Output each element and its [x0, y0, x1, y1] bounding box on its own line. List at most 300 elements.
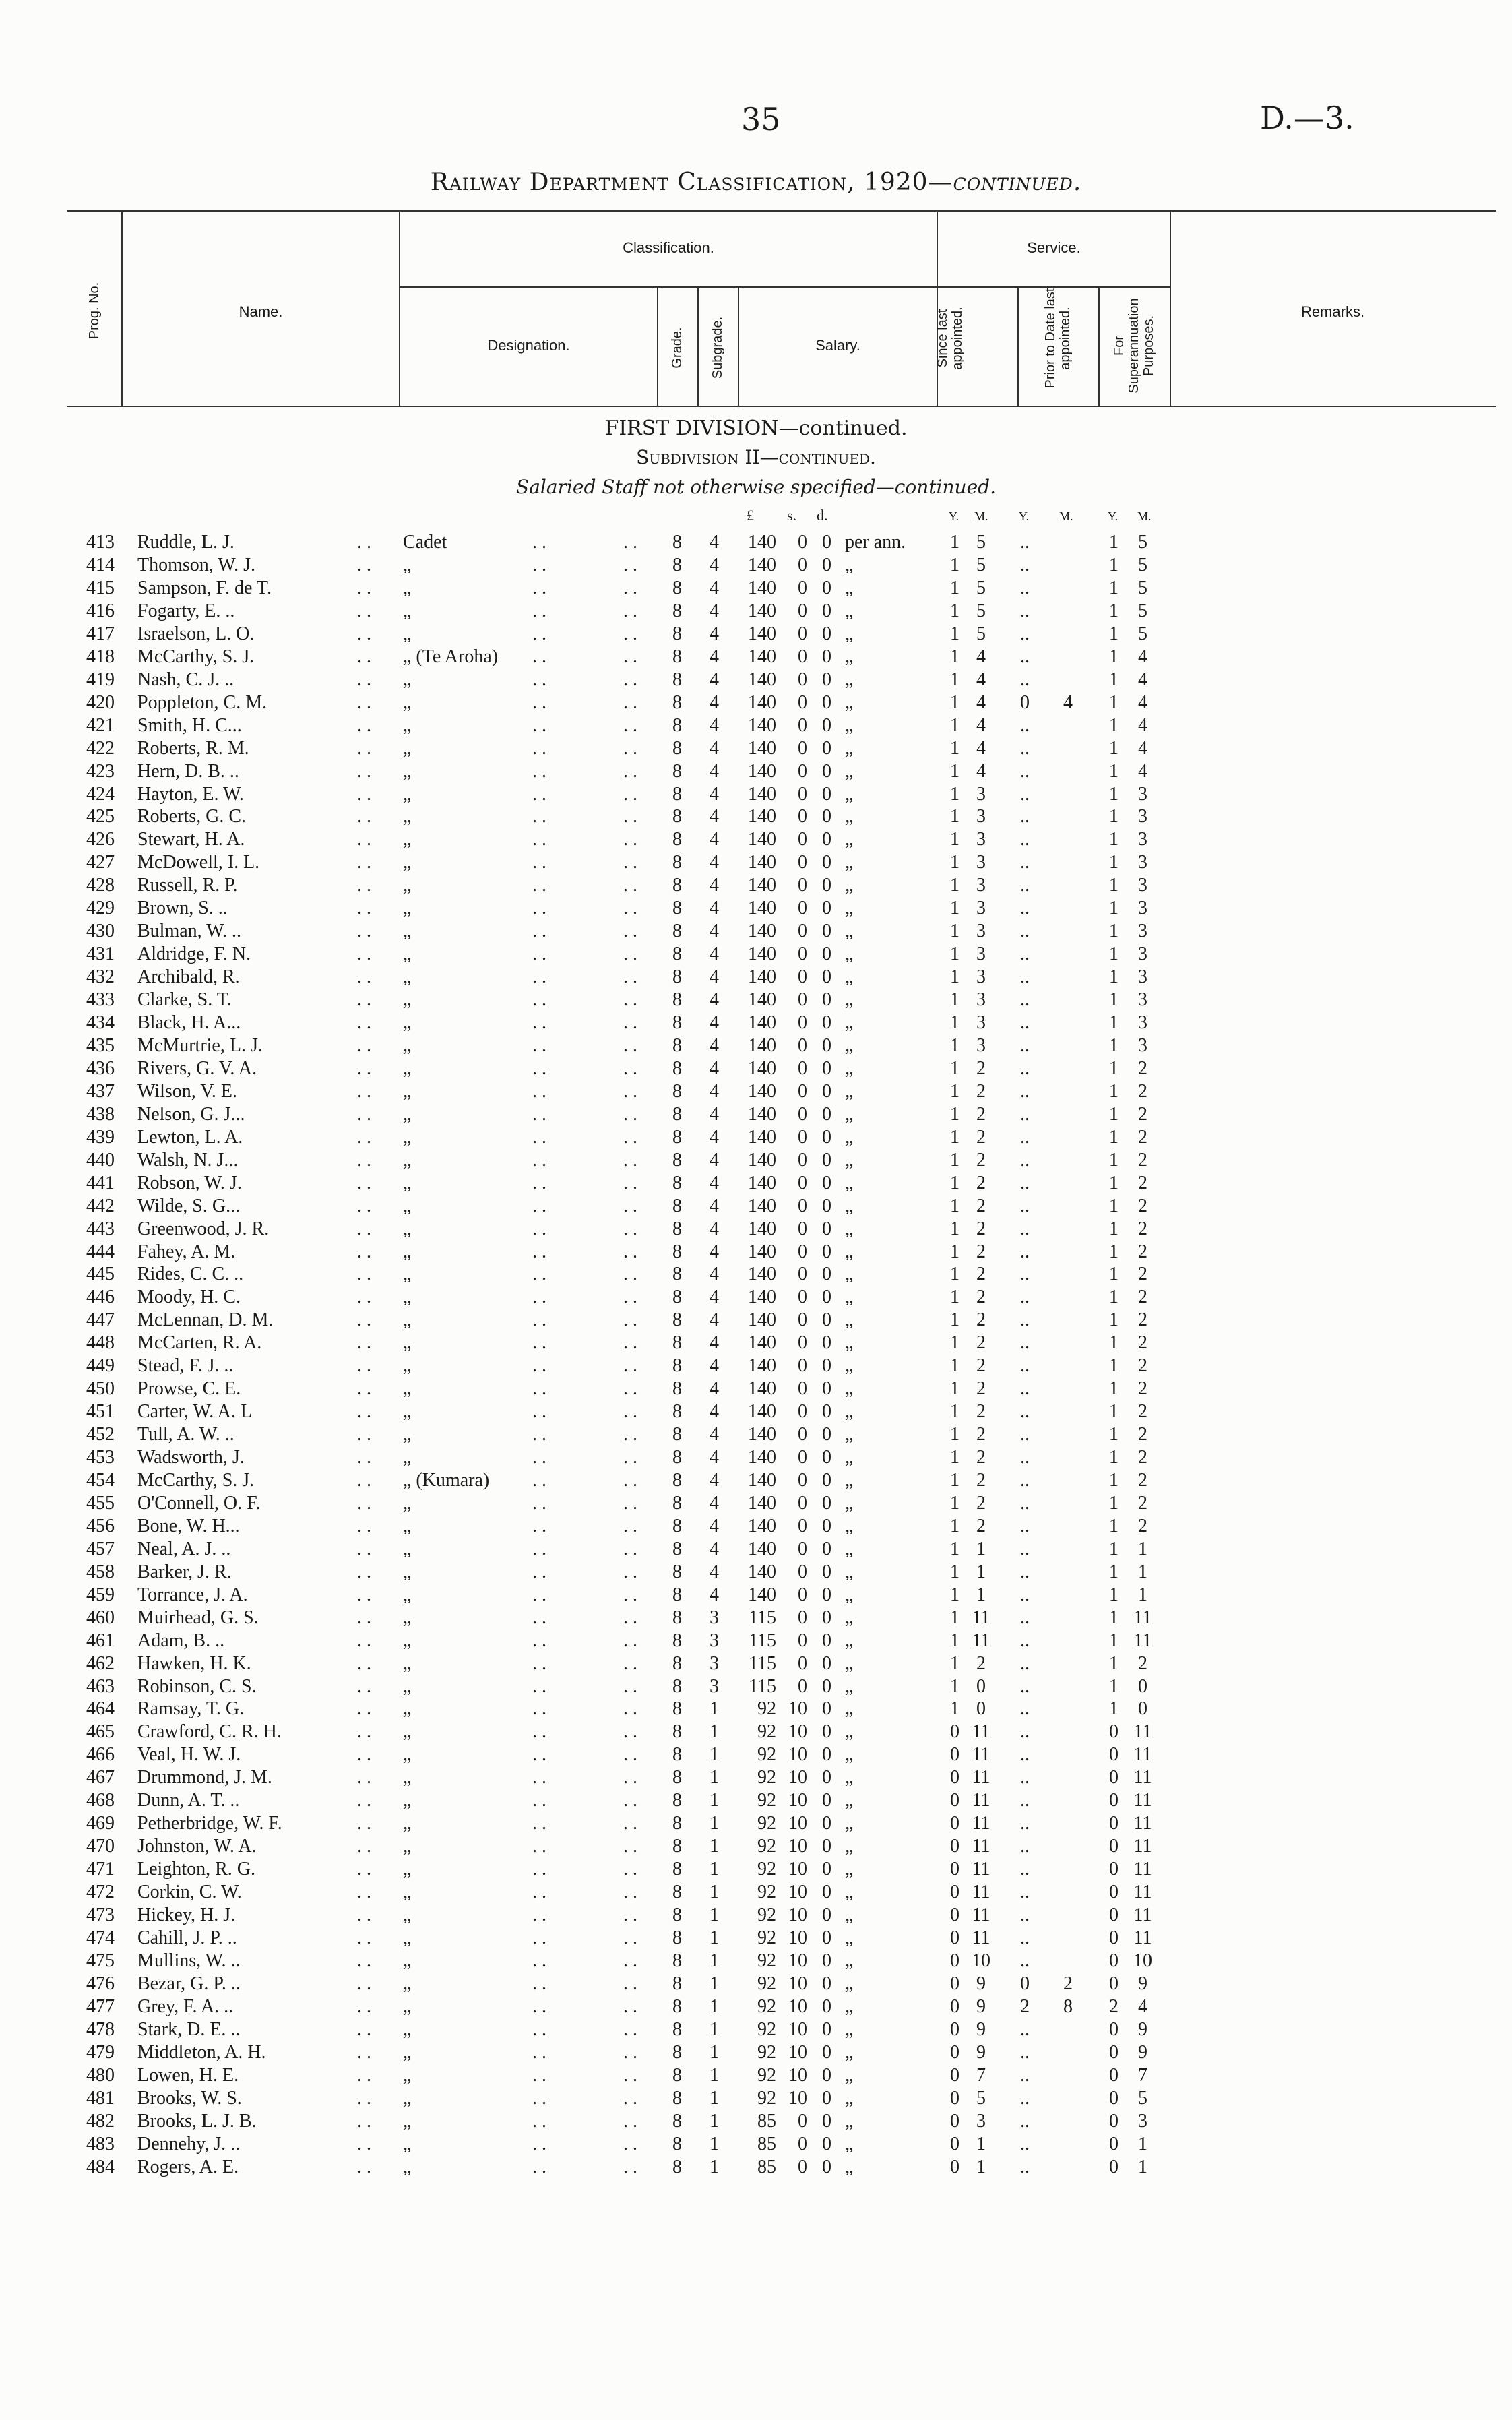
dot-leader: . .	[532, 1401, 546, 1423]
grade: 8	[672, 2133, 682, 2154]
super-years: 1	[1109, 1675, 1119, 1697]
salary-shillings: 0	[798, 966, 807, 988]
designation: „	[403, 2018, 412, 2040]
since-last-months: 9	[976, 2041, 986, 2063]
staff-name: Robson, W. J.	[137, 1172, 242, 1193]
dot-leader: . .	[623, 669, 637, 690]
super-years: 1	[1109, 555, 1119, 576]
salary-shillings: 0	[798, 829, 807, 850]
prior-years: ..	[1020, 1103, 1030, 1125]
dot-leader: . .	[532, 1355, 546, 1377]
table-row	[0, 1859, 1512, 1882]
prior-years: ..	[1020, 1241, 1030, 1262]
prog-no: 443	[86, 1218, 115, 1239]
prog-no: 437	[86, 1080, 115, 1102]
since-last-years: 1	[950, 1698, 959, 1720]
subgrade: 1	[710, 1744, 719, 1766]
dot-leader: . .	[532, 1927, 546, 1948]
dot-leader: . .	[357, 1927, 371, 1948]
prog-no: 469	[86, 1813, 115, 1834]
super-months: 1	[1138, 2133, 1147, 2154]
dot-leader: . .	[623, 1034, 637, 1056]
super-years: 0	[1109, 2041, 1119, 2063]
dot-leader: . .	[532, 1698, 546, 1720]
super-years: 1	[1109, 1652, 1119, 1674]
salary-pence: 0	[822, 1195, 831, 1216]
dot-leader: . .	[357, 1424, 371, 1446]
subgrade: 3	[710, 1675, 719, 1697]
salary-pence: 0	[822, 1515, 831, 1537]
salary-pounds: 92	[757, 2018, 776, 2040]
super-years: 1	[1109, 1469, 1119, 1491]
since-last-years: 1	[950, 943, 959, 965]
salary-period: „	[845, 1172, 854, 1193]
salary-period: „	[845, 875, 854, 896]
salary-pence: 0	[822, 691, 831, 713]
table-row	[0, 578, 1512, 600]
super-years: 1	[1109, 1607, 1119, 1628]
prog-no: 422	[86, 737, 115, 759]
designation: „	[403, 669, 412, 690]
table-row	[0, 1516, 1512, 1539]
dot-leader: . .	[532, 1012, 546, 1033]
salary-period: „	[845, 1080, 854, 1102]
designation: „	[403, 1515, 412, 1537]
grade: 8	[672, 669, 682, 690]
since-last-years: 1	[950, 1675, 959, 1697]
designation: „	[403, 1355, 412, 1377]
staff-name: Sampson, F. de T.	[137, 577, 272, 598]
since-last-years: 1	[950, 1034, 959, 1056]
grade: 8	[672, 1218, 682, 1239]
table-row	[0, 1286, 1512, 1309]
super-months: 11	[1133, 1630, 1152, 1651]
since-last-months: 3	[976, 852, 986, 873]
subgrade: 4	[710, 737, 719, 759]
dot-leader: . .	[357, 1630, 371, 1651]
staff-name: Robinson, C. S.	[137, 1675, 257, 1697]
since-last-months: 2	[976, 1172, 986, 1193]
grade: 8	[672, 1859, 682, 1880]
since-last-months: 3	[976, 898, 986, 919]
since-last-months: 11	[972, 1904, 990, 1925]
subgrade: 4	[710, 1378, 719, 1400]
designation: „	[403, 1630, 412, 1651]
since-last-years: 1	[950, 1218, 959, 1239]
salary-period: „	[845, 1286, 854, 1308]
prog-no: 466	[86, 1744, 115, 1766]
dot-leader: . .	[532, 1950, 546, 1971]
subgrade: 4	[710, 1515, 719, 1537]
designation: „	[403, 1172, 412, 1193]
salary-pounds: 140	[748, 1401, 776, 1423]
since-last-years: 1	[950, 646, 959, 667]
grade: 8	[672, 1790, 682, 1811]
salary-pounds: 115	[749, 1675, 776, 1697]
subgrade: 4	[710, 1561, 719, 1582]
prog-no: 470	[86, 1836, 115, 1857]
subgrade: 4	[710, 1332, 719, 1354]
super-months: 3	[1138, 921, 1147, 942]
subgrade: 4	[710, 943, 719, 965]
salary-shillings: 10	[788, 1698, 807, 1720]
grade: 8	[672, 1561, 682, 1582]
since-last-months: 2	[976, 1103, 986, 1125]
subgrade: 4	[710, 966, 719, 988]
salary-period: „	[845, 783, 854, 805]
salary-pence: 0	[822, 1080, 831, 1102]
subgrade: 1	[710, 1882, 719, 1903]
salary-pence: 0	[822, 1904, 831, 1925]
since-last-years: 0	[950, 2110, 959, 2132]
designation: „	[403, 1950, 412, 1971]
dot-leader: . .	[623, 555, 637, 576]
since-last-years: 0	[950, 2087, 959, 2109]
dot-leader: . .	[357, 875, 371, 896]
prior-years: 0	[1020, 1973, 1030, 1994]
grade: 8	[672, 1401, 682, 1423]
prog-no: 423	[86, 760, 115, 782]
dot-leader: . .	[532, 760, 546, 782]
designation: „	[403, 623, 412, 644]
dot-leader: . .	[532, 1034, 546, 1056]
prior-years: 0	[1020, 691, 1030, 713]
prog-no: 429	[86, 898, 115, 919]
dot-leader: . .	[357, 1721, 371, 1743]
grade: 8	[672, 760, 682, 782]
since-last-years: 1	[950, 1515, 959, 1537]
dot-leader: . .	[357, 1790, 371, 1811]
salary-shillings: 0	[798, 1103, 807, 1125]
salary-period: „	[845, 1950, 854, 1971]
prog-no: 440	[86, 1149, 115, 1171]
dot-leader: . .	[623, 1744, 637, 1766]
salary-pence: 0	[822, 1652, 831, 1674]
salary-shillings: 0	[798, 1080, 807, 1102]
since-last-years: 0	[950, 1813, 959, 1834]
subgrade: 1	[710, 2156, 719, 2177]
dot-leader: . .	[357, 1241, 371, 1262]
prog-no: 418	[86, 646, 115, 667]
since-last-months: 3	[976, 2110, 986, 2132]
dot-leader: . .	[357, 1813, 371, 1834]
salary-pounds: 115	[749, 1652, 776, 1674]
prior-years: ..	[1020, 1034, 1030, 1056]
designation: „	[403, 1973, 412, 1994]
salary-pounds: 85	[757, 2156, 776, 2177]
salary-period: „	[845, 1241, 854, 1262]
designation: „	[403, 875, 412, 896]
dot-leader: . .	[357, 829, 371, 850]
dot-leader: . .	[532, 1515, 546, 1537]
subgrade: 4	[710, 623, 719, 644]
super-years: 0	[1109, 1744, 1119, 1766]
salary-pence: 0	[822, 1538, 831, 1559]
super-years: 1	[1109, 921, 1119, 942]
dot-leader: . .	[357, 555, 371, 576]
since-last-years: 1	[950, 1469, 959, 1491]
salary-pence: 0	[822, 1607, 831, 1628]
since-last-years: 1	[950, 1309, 959, 1331]
prog-no: 479	[86, 2041, 115, 2063]
since-last-years: 1	[950, 1332, 959, 1354]
dot-leader: . .	[532, 646, 546, 667]
grade: 8	[672, 1927, 682, 1948]
salary-pounds: 92	[757, 1767, 776, 1789]
dot-leader: . .	[623, 1721, 637, 1743]
salary-period: „	[845, 1149, 854, 1171]
since-last-months: 4	[976, 646, 986, 667]
staff-name: Barker, J. R.	[137, 1561, 232, 1582]
super-months: 1	[1138, 1561, 1147, 1582]
prior-years: ..	[1020, 2087, 1030, 2109]
salary-shillings: 0	[798, 2110, 807, 2132]
grade: 8	[672, 1126, 682, 1148]
designation: „	[403, 555, 412, 576]
prior-years: ..	[1020, 783, 1030, 805]
subgrade: 3	[710, 1607, 719, 1628]
subgrade: 1	[710, 2133, 719, 2154]
subgrade: 4	[710, 760, 719, 782]
dot-leader: . .	[532, 600, 546, 621]
dot-leader: . .	[623, 1355, 637, 1377]
grade: 8	[672, 1309, 682, 1331]
salary-period: „	[845, 1103, 854, 1125]
super-years: 1	[1109, 1126, 1119, 1148]
salary-pounds: 92	[757, 1813, 776, 1834]
since-last-years: 1	[950, 989, 959, 1010]
subgrade: 1	[710, 1813, 719, 1834]
super-years: 1	[1109, 1264, 1119, 1285]
dot-leader: . .	[623, 1149, 637, 1171]
super-years: 1	[1109, 1286, 1119, 1308]
prior-years: ..	[1020, 1172, 1030, 1193]
salary-period: „	[845, 1561, 854, 1582]
header-bottom-rule	[67, 406, 1496, 407]
since-last-years: 1	[950, 1195, 959, 1216]
salary-pence: 0	[822, 1744, 831, 1766]
header-name: Name.	[239, 303, 283, 320]
super-months: 4	[1138, 760, 1147, 782]
prog-no: 430	[86, 921, 115, 942]
table-row	[0, 1721, 1512, 1744]
salary-pounds: 92	[757, 1995, 776, 2017]
dot-leader: . .	[357, 806, 371, 828]
prog-no: 421	[86, 714, 115, 736]
dot-leader: . .	[623, 2018, 637, 2040]
since-last-months: 5	[976, 555, 986, 576]
dot-leader: . .	[357, 646, 371, 667]
dot-leader: . .	[532, 1424, 546, 1446]
staff-name: Corkin, C. W.	[137, 1882, 242, 1903]
super-months: 3	[1138, 875, 1147, 896]
dot-leader: . .	[532, 2110, 546, 2132]
subgrade: 4	[710, 1034, 719, 1056]
salary-period: „	[845, 1447, 854, 1468]
dot-leader: . .	[532, 623, 546, 644]
table-row	[0, 1104, 1512, 1127]
since-last-years: 0	[950, 2041, 959, 2063]
designation: „	[403, 852, 412, 873]
dot-leader: . .	[532, 1973, 546, 1994]
super-years: 2	[1109, 1995, 1119, 2017]
prior-years: ..	[1020, 1309, 1030, 1331]
dot-leader: . .	[623, 1538, 637, 1559]
since-last-months: 4	[976, 737, 986, 759]
prog-no: 464	[86, 1698, 115, 1720]
table-row	[0, 1561, 1512, 1584]
dot-leader: . .	[532, 1469, 546, 1491]
grade: 8	[672, 2087, 682, 2109]
table-row	[0, 1035, 1512, 1058]
super-years: 0	[1109, 1904, 1119, 1925]
table-row	[0, 2065, 1512, 2088]
super-years: 1	[1109, 577, 1119, 598]
prog-no: 433	[86, 989, 115, 1010]
dot-leader: . .	[532, 1744, 546, 1766]
salary-pounds: 140	[748, 714, 776, 736]
super-years: 0	[1109, 1950, 1119, 1971]
prior-years: ..	[1020, 737, 1030, 759]
division-heading: FIRST DIVISION—continued.	[604, 416, 908, 440]
salary-period: „	[845, 691, 854, 713]
salary-pounds: 140	[748, 1492, 776, 1514]
salary-period: „	[845, 921, 854, 942]
dot-leader: . .	[532, 1767, 546, 1789]
dot-leader: . .	[532, 1561, 546, 1582]
salary-shillings: 0	[798, 1469, 807, 1491]
dot-leader: . .	[623, 2156, 637, 2177]
dot-leader: . .	[532, 943, 546, 965]
designation: „	[403, 1034, 412, 1056]
super-years: 1	[1109, 714, 1119, 736]
dot-leader: . .	[623, 1332, 637, 1354]
table-row	[0, 2088, 1512, 2111]
dot-leader: . .	[532, 829, 546, 850]
prog-no: 459	[86, 1584, 115, 1605]
subgrade: 4	[710, 806, 719, 828]
staff-name: Stewart, H. A.	[137, 829, 245, 850]
super-months: 2	[1138, 1309, 1147, 1331]
salary-pounds: 140	[748, 829, 776, 850]
staff-name: Wilson, V. E.	[137, 1080, 237, 1102]
salary-period: „	[845, 898, 854, 919]
since-last-years: 1	[950, 806, 959, 828]
prior-years: ..	[1020, 1607, 1030, 1628]
salary-period: „	[845, 1469, 854, 1491]
since-last-months: 5	[976, 2087, 986, 2109]
table-row	[0, 738, 1512, 761]
grade: 8	[672, 2018, 682, 2040]
super-months: 9	[1138, 1973, 1147, 1994]
staff-name: Russell, R. P.	[137, 875, 238, 896]
table-row	[0, 1676, 1512, 1699]
designation: „	[403, 1836, 412, 1857]
unit-pound: £	[747, 507, 754, 524]
super-months: 3	[1138, 2110, 1147, 2132]
prog-no: 439	[86, 1126, 115, 1148]
dot-leader: . .	[623, 1424, 637, 1446]
since-last-months: 3	[976, 943, 986, 965]
page-number: 35	[741, 101, 781, 137]
designation: „	[403, 1080, 412, 1102]
dot-leader: . .	[357, 2087, 371, 2109]
salary-period: „	[845, 1126, 854, 1148]
dot-leader: . .	[357, 1652, 371, 1674]
since-last-years: 1	[950, 921, 959, 942]
since-last-months: 11	[972, 1927, 990, 1948]
salary-shillings: 0	[798, 1561, 807, 1582]
salary-pounds: 92	[757, 2064, 776, 2086]
salary-pounds: 140	[748, 1332, 776, 1354]
super-months: 2	[1138, 1469, 1147, 1491]
since-last-years: 1	[950, 1057, 959, 1079]
since-last-months: 2	[976, 1492, 986, 1514]
salary-pounds: 140	[748, 1149, 776, 1171]
since-last-years: 0	[950, 1882, 959, 1903]
salary-pence: 0	[822, 1790, 831, 1811]
prog-no: 420	[86, 691, 115, 713]
salary-pence: 0	[822, 1698, 831, 1720]
salary-shillings: 0	[798, 852, 807, 873]
dot-leader: . .	[623, 1675, 637, 1697]
prog-no: 444	[86, 1241, 115, 1262]
prog-no: 473	[86, 1904, 115, 1925]
salary-shillings: 0	[798, 1286, 807, 1308]
since-last-months: 5	[976, 623, 986, 644]
since-last-years: 1	[950, 532, 959, 553]
subgrade: 4	[710, 1309, 719, 1331]
prior-years: ..	[1020, 1424, 1030, 1446]
salary-pounds: 115	[749, 1630, 776, 1651]
designation: „	[403, 1241, 412, 1262]
salary-period: „	[845, 1652, 854, 1674]
dot-leader: . .	[532, 783, 546, 805]
dot-leader: . .	[532, 1447, 546, 1468]
table-row	[0, 1447, 1512, 1470]
grade: 8	[672, 806, 682, 828]
super-months: 2	[1138, 1355, 1147, 1377]
prog-no: 450	[86, 1378, 115, 1400]
prog-no: 427	[86, 852, 115, 873]
salary-shillings: 0	[798, 646, 807, 667]
designation: „	[403, 2064, 412, 2086]
salary-pence: 0	[822, 1859, 831, 1880]
salary-period: „	[845, 1607, 854, 1628]
dot-leader: . .	[357, 1172, 371, 1193]
designation: „	[403, 1195, 412, 1216]
salary-pence: 0	[822, 1309, 831, 1331]
prior-years: ..	[1020, 2133, 1030, 2154]
super-years: 1	[1109, 532, 1119, 553]
since-last-years: 1	[950, 760, 959, 782]
super-years: 1	[1109, 1309, 1119, 1331]
salary-period: „	[845, 2087, 854, 2109]
salary-pounds: 140	[748, 1057, 776, 1079]
prior-years: ..	[1020, 1836, 1030, 1857]
subgrade: 4	[710, 1172, 719, 1193]
since-last-months: 9	[976, 1973, 986, 1994]
salary-period: „	[845, 1675, 854, 1697]
subgrade: 4	[710, 1424, 719, 1446]
grade: 8	[672, 532, 682, 553]
subgrade: 4	[710, 714, 719, 736]
grade: 8	[672, 646, 682, 667]
dot-leader: . .	[623, 829, 637, 850]
staff-name: Cahill, J. P. ..	[137, 1927, 237, 1948]
salary-period: „	[845, 1034, 854, 1056]
dot-leader: . .	[357, 852, 371, 873]
